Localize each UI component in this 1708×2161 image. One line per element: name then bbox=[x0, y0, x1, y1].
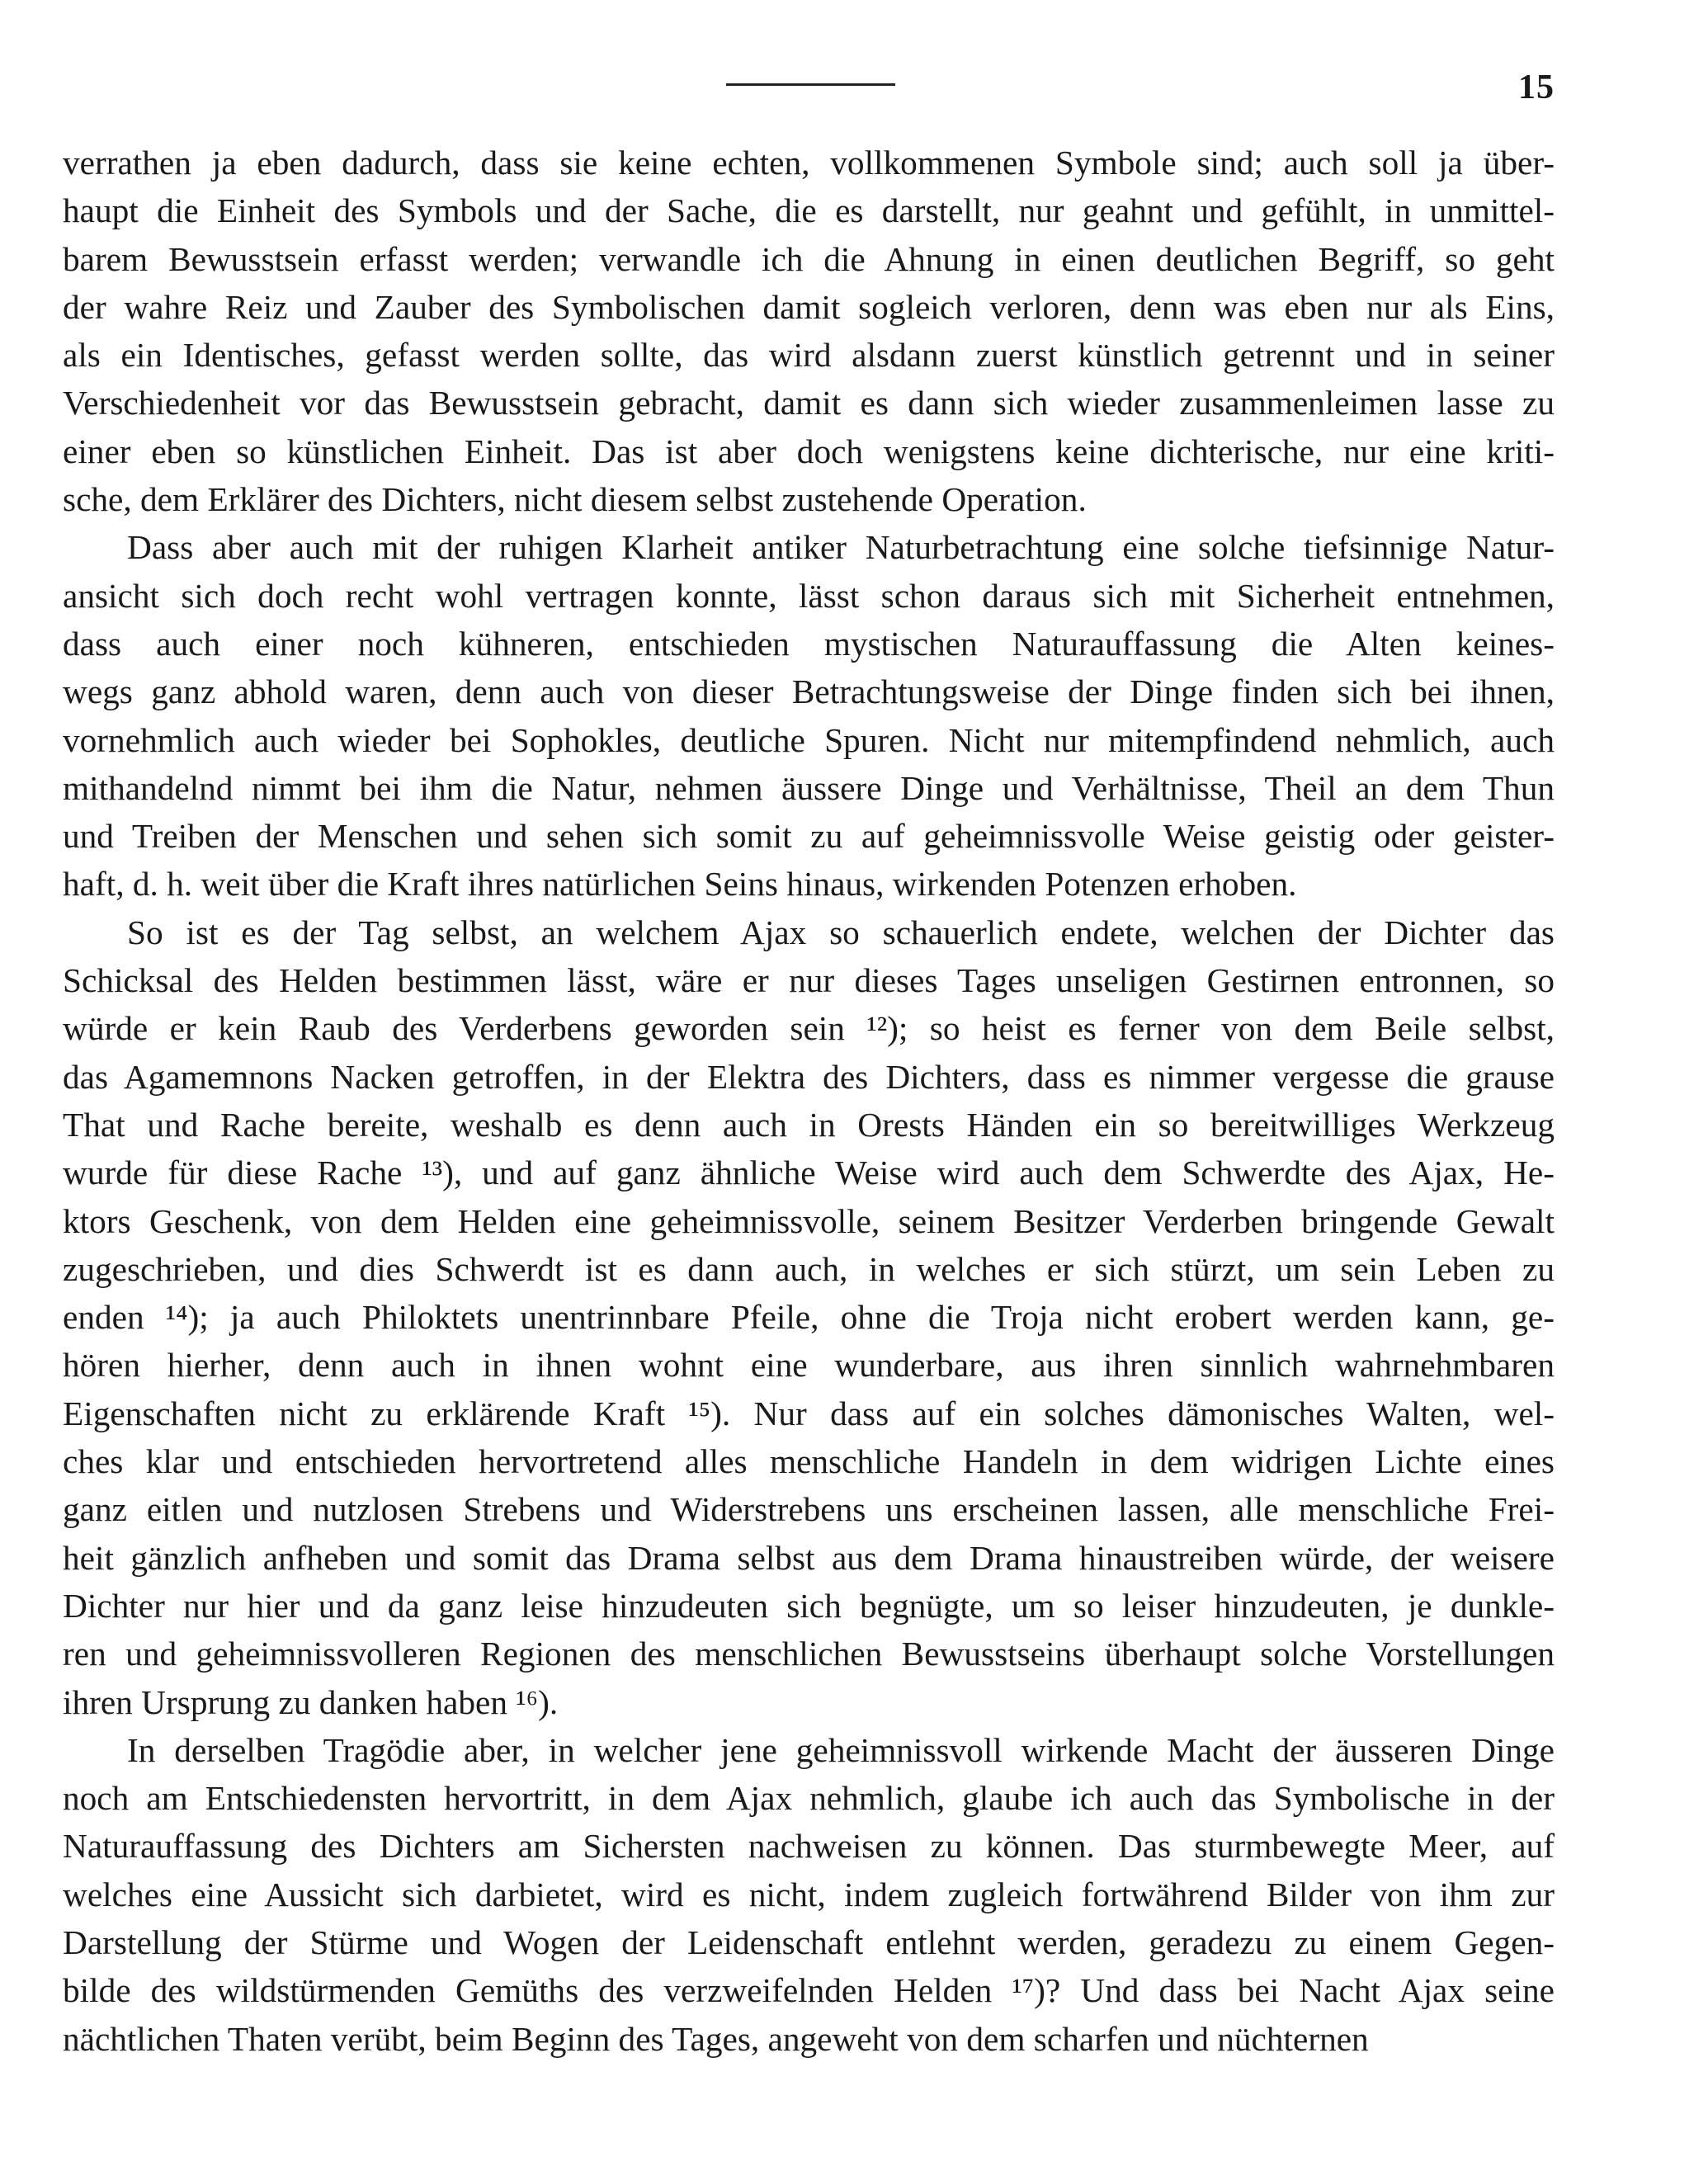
text-line: vornehmlich auch wieder bei Sophokles, deutliche Spuren. Nicht nur mitempfindend nehmlich, auch bbox=[63, 720, 1555, 759]
text-line: Verschiedenheit vor das Bewusstsein gebracht, damit es dann sich wieder zusammenleimen lasse zu bbox=[63, 384, 1555, 422]
text-line: Darstellung der Stürme und Wogen der Leidenschaft entlehnt werden, geradezu zu einem Gegen- bbox=[63, 1923, 1555, 1961]
text-line: ganz eitlen und nutzlosen Strebens und Widerstrebens uns erscheinen lassen, alle menschliche Frei- bbox=[63, 1490, 1555, 1529]
text-line: der wahre Reiz und Zauber des Symbolischen damit sogleich verloren, denn was eben nur als Eins, bbox=[63, 287, 1555, 326]
text-line: bilde des wildstürmenden Gemüths des verzweifelnden Helden ¹⁷)? Und dass bei Nacht Ajax seine bbox=[63, 1971, 1555, 2010]
text-line: als ein Identisches, gefasst werden sollte, das wird alsdann zuerst künstlich getrennt und in seiner bbox=[63, 336, 1555, 375]
text-line: wurde für diese Rache ¹³), und auf ganz ähnliche Weise wird auch dem Schwerdte des Ajax, He- bbox=[63, 1154, 1555, 1192]
text-line: Naturauffassung des Dichters am Sichersten nachweisen zu können. Das sturmbewegte Meer, auf bbox=[63, 1827, 1555, 1866]
paragraph bbox=[63, 1726, 1555, 2063]
text-line: In derselben Tragödie aber, in welcher jene geheimnissvoll wirkende Macht der äusseren Dinge bbox=[127, 1730, 1555, 1769]
text-line: That und Rache bereite, weshalb es denn auch in Orests Händen ein so bereitwilliges Werkzeug bbox=[63, 1105, 1555, 1144]
text-line: einer eben so künstlichen Einheit. Das ist aber doch wenigstens keine dichterische, nur eine kriti- bbox=[63, 432, 1555, 470]
text-line: mithandelnd nimmt bei ihm die Natur, nehmen äussere Dinge und Verhältnisse, Theil an dem Thun bbox=[63, 768, 1555, 807]
text-line: das Agamemnons Nacken getroffen, in der Elektra des Dichters, dass es nimmer vergesse die grause bbox=[63, 1057, 1555, 1096]
text-line: Eigenschaften nicht zu erklärende Kraft ¹⁵). Nur dass auf ein solches dämonisches Walten, wel- bbox=[63, 1394, 1555, 1432]
text-line: haupt die Einheit des Symbols und der Sache, die es darstellt, nur geahnt und gefühlt, in unmittel- bbox=[63, 191, 1555, 230]
text-line: noch am Entschiedensten hervortritt, in dem Ajax nehmlich, glaube ich auch das Symbolische in der bbox=[63, 1779, 1555, 1818]
text-line: und Treiben der Menschen und sehen sich somit zu auf geheimnissvolle Weise geistig oder geister- bbox=[63, 817, 1555, 856]
text-line: zugeschrieben, und dies Schwerdt ist es dann auch, in welches er sich stürzt, um sein Leben zu bbox=[63, 1249, 1555, 1288]
text-line: ihren Ursprung zu danken haben ¹⁶). bbox=[63, 1682, 559, 1721]
text-line: Dass aber auch mit der ruhigen Klarheit antiker Naturbetrachtung eine solche tiefsinnige Natur- bbox=[127, 528, 1555, 567]
text-line: Dichter nur hier und da ganz leise hinzudeuten sich begnügte, um so leiser hinzudeuten, je dunkle- bbox=[63, 1586, 1555, 1625]
text-line: ren und geheimnissvolleren Regionen des menschlichen Bewusstseins überhaupt solche Vorstellungen bbox=[63, 1635, 1555, 1673]
text-line: Schicksal des Helden bestimmen lässt, wäre er nur dieses Tages unseligen Gestirnen entronnen, so bbox=[63, 961, 1555, 1000]
text-line: hören hierher, denn auch in ihnen wohnt eine wunderbare, aus ihren sinnlich wahrnehmbaren bbox=[63, 1346, 1555, 1385]
text-line: verrathen ja eben dadurch, dass sie keine echten, vollkommenen Symbole sind; auch soll ja über- bbox=[63, 144, 1555, 182]
text-line: heit gänzlich anfheben und somit das Drama selbst aus dem Drama hinaustreiben würde, der weisere bbox=[63, 1538, 1555, 1577]
paragraph bbox=[63, 908, 1555, 1726]
paragraph bbox=[63, 139, 1555, 523]
text-line: dass auch einer noch kühneren, entschieden mystischen Naturauffassung die Alten keines- bbox=[63, 624, 1555, 663]
text-line: welches eine Aussicht sich darbietet, wird es nicht, indem zugleich fortwährend Bilder von ihm zur bbox=[63, 1875, 1555, 1913]
text-line: wegs ganz abhold waren, denn auch von dieser Betrachtungsweise der Dinge finden sich bei ihnen, bbox=[63, 672, 1555, 711]
text-line: sche, dem Erklärer des Dichters, nicht diesem selbst zustehende Operation. bbox=[63, 480, 1087, 519]
text-line: haft, d. h. weit über die Kraft ihres natürlichen Seins hinaus, wirkenden Potenzen erhoben. bbox=[63, 865, 1297, 904]
text-line: So ist es der Tag selbst, an welchem Ajax so schauerlich endete, welchen der Dichter das bbox=[127, 913, 1555, 951]
header-rule bbox=[726, 83, 895, 86]
text-line: ansicht sich doch recht wohl vertragen konnte, lässt schon daraus sich mit Sicherheit entnehmen, bbox=[63, 576, 1555, 615]
page-number: 15 bbox=[1518, 68, 1555, 106]
text-line: ktors Geschenk, von dem Helden eine geheimnissvolle, seinem Besitzer Verderben bringende Gewalt bbox=[63, 1201, 1555, 1240]
body-text bbox=[63, 139, 1555, 2063]
text-line: würde er kein Raub des Verderbens geworden sein ¹²); so heist es ferner von dem Beile selbst, bbox=[63, 1009, 1555, 1048]
text-line: enden ¹⁴); ja auch Philoktets unentrinnbare Pfeile, ohne die Troja nicht erobert werden kann, ge- bbox=[63, 1298, 1555, 1337]
text-line: nächtlichen Thaten verübt, beim Beginn des Tages, angeweht von dem scharfen und nüchternen bbox=[63, 2019, 1369, 2058]
text-line: ches klar und entschieden hervortretend alles menschliche Handeln in dem widrigen Lichte eines bbox=[63, 1442, 1555, 1481]
text-line: barem Bewusstsein erfasst werden; verwandle ich die Ahnung in einen deutlichen Begriff, so geht bbox=[63, 239, 1555, 278]
paragraph bbox=[63, 523, 1555, 908]
